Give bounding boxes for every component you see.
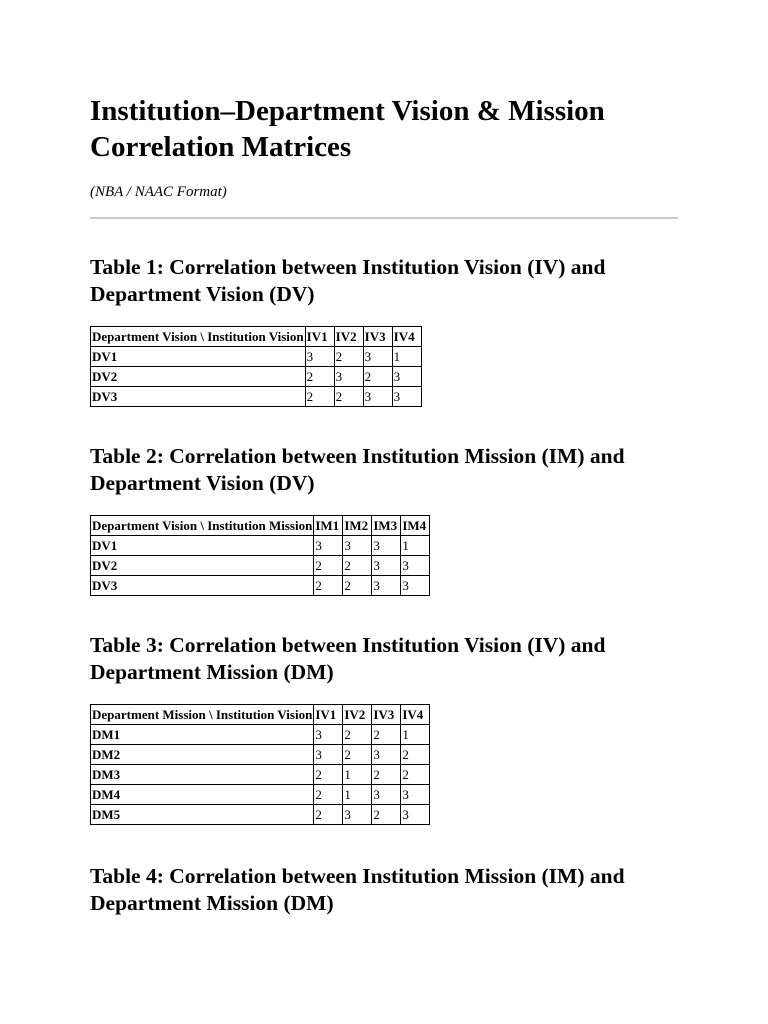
- table-cell: 3: [305, 347, 334, 367]
- column-header: IV1: [305, 327, 334, 347]
- row-header: DM4: [91, 785, 314, 805]
- page-subtitle: (NBA / NAAC Format): [90, 184, 227, 200]
- table-2: [90, 515, 430, 596]
- table-row: [91, 576, 430, 596]
- column-header: IV2: [343, 705, 372, 725]
- table-row: [91, 785, 430, 805]
- table-cell: 3: [401, 556, 430, 576]
- table-header-row: [91, 705, 430, 725]
- table-corner-header: Department Mission \ Institution Vision: [91, 705, 314, 725]
- table-cell: 2: [343, 576, 372, 596]
- table-cell: 1: [401, 536, 430, 556]
- table-cell: 3: [363, 387, 392, 407]
- table-row: [91, 387, 422, 407]
- table-cell: 2: [334, 347, 363, 367]
- table-cell: 3: [392, 387, 421, 407]
- table-cell: 2: [314, 805, 343, 825]
- table-cell: 1: [392, 347, 421, 367]
- table-row: [91, 347, 422, 367]
- table-cell: 3: [372, 785, 401, 805]
- column-header: IM4: [401, 516, 430, 536]
- table-row: [91, 745, 430, 765]
- table-cell: 2: [372, 725, 401, 745]
- row-header: DM1: [91, 725, 314, 745]
- table-cell: 3: [314, 725, 343, 745]
- row-header: DM5: [91, 805, 314, 825]
- table-cell: 3: [401, 785, 430, 805]
- column-header: IV4: [392, 327, 421, 347]
- table-row: [91, 725, 430, 745]
- column-header: IV3: [372, 705, 401, 725]
- table-cell: 1: [343, 765, 372, 785]
- table-cell: 3: [372, 556, 401, 576]
- table-cell: 2: [372, 765, 401, 785]
- table-cell: 2: [314, 785, 343, 805]
- table-cell: 3: [392, 367, 421, 387]
- table-cell: 3: [343, 536, 372, 556]
- row-header: DV1: [91, 536, 314, 556]
- row-header: DM3: [91, 765, 314, 785]
- table-cell: 2: [314, 576, 343, 596]
- table-3-heading: Table 3: Correlation between Institution Vision (IV) and Department Mission (DM): [90, 633, 606, 684]
- table-cell: 2: [343, 745, 372, 765]
- table-cell: 1: [401, 725, 430, 745]
- table-corner-header: Department Vision \ Institution Vision: [91, 327, 306, 347]
- table-cell: 3: [343, 805, 372, 825]
- column-header: IV4: [401, 705, 430, 725]
- column-header: IM2: [343, 516, 372, 536]
- row-header: DV2: [91, 367, 306, 387]
- table-row: [91, 367, 422, 387]
- table-1-heading: Table 1: Correlation between Institution Vision (IV) and Department Vision (DV): [90, 255, 606, 306]
- column-header: IM3: [372, 516, 401, 536]
- table-header-row: [91, 516, 430, 536]
- column-header: IV1: [314, 705, 343, 725]
- table-cell: 3: [314, 745, 343, 765]
- table-corner-header: Department Vision \ Institution Mission: [91, 516, 314, 536]
- table-cell: 3: [372, 745, 401, 765]
- table-row: [91, 805, 430, 825]
- horizontal-divider: [90, 217, 678, 219]
- table-cell: 3: [401, 576, 430, 596]
- table-row: [91, 765, 430, 785]
- column-header: IV2: [334, 327, 363, 347]
- page-title: Institution–Department Vision & Mission Correlation Matrices: [90, 95, 605, 163]
- table-cell: 2: [314, 765, 343, 785]
- table-2-heading: Table 2: Correlation between Institution Mission (IM) and Department Vision (DV): [90, 444, 625, 495]
- table-cell: 2: [401, 745, 430, 765]
- table-cell: 3: [314, 536, 343, 556]
- table-cell: 3: [372, 576, 401, 596]
- row-header: DV3: [91, 387, 306, 407]
- table-4-heading: Table 4: Correlation between Institution Mission (IM) and Department Mission (DM): [90, 864, 625, 915]
- table-cell: 2: [305, 387, 334, 407]
- column-header: IM1: [314, 516, 343, 536]
- table-cell: 1: [343, 785, 372, 805]
- table-cell: 3: [363, 347, 392, 367]
- table-cell: 2: [343, 556, 372, 576]
- table-cell: 3: [334, 367, 363, 387]
- table-cell: 2: [401, 765, 430, 785]
- table-row: [91, 536, 430, 556]
- table-3: [90, 704, 430, 825]
- column-header: IV3: [363, 327, 392, 347]
- row-header: DV1: [91, 347, 306, 367]
- table-row: [91, 556, 430, 576]
- table-cell: 3: [372, 536, 401, 556]
- table-header-row: [91, 327, 422, 347]
- table-cell: 2: [343, 725, 372, 745]
- table-1: [90, 326, 422, 407]
- table-cell: 2: [372, 805, 401, 825]
- table-cell: 3: [401, 805, 430, 825]
- row-header: DV2: [91, 556, 314, 576]
- table-cell: 2: [314, 556, 343, 576]
- table-cell: 2: [363, 367, 392, 387]
- row-header: DM2: [91, 745, 314, 765]
- table-cell: 2: [334, 387, 363, 407]
- table-cell: 2: [305, 367, 334, 387]
- row-header: DV3: [91, 576, 314, 596]
